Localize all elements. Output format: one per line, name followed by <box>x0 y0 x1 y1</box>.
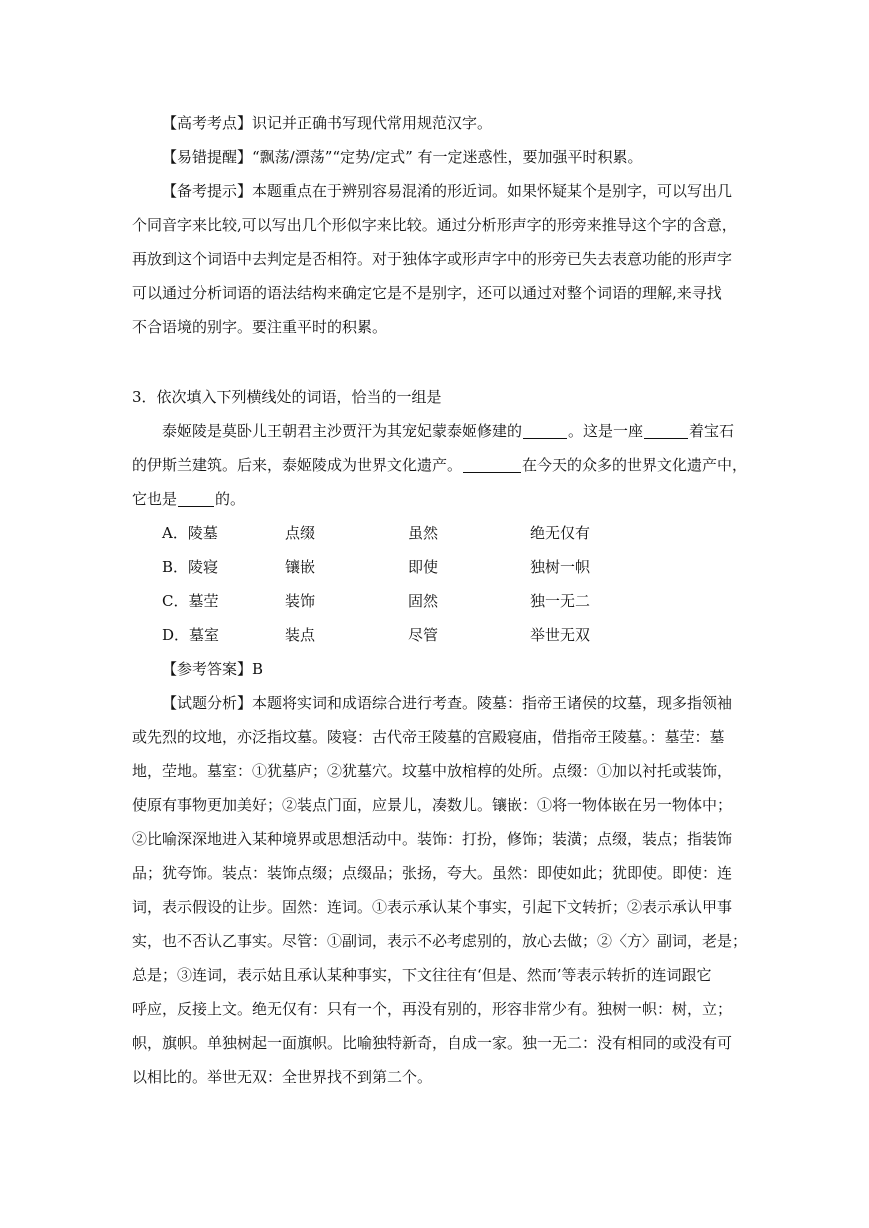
analysis-line: 实，也不否认乙事实。尽管：①副词，表示不必考虑别的，放心去做；②〈方〉副词，老是； <box>132 932 748 950</box>
option-word: 尽管 <box>408 626 439 644</box>
prep-tip-line: 再放到这个词语中去判定是否相符。对于独体字或形声字中的形旁已失去表意功能的形声字 <box>132 250 733 268</box>
answer-blank <box>463 471 521 473</box>
analysis-line: 地，茔地。墓室：①犹墓庐；②犹墓穴。坟墓中放棺椁的处所。点缀：①加以衬托或装饰， <box>132 762 733 780</box>
analysis-line: 帜，旗帜。单独树起一面旗帜。比喻独特新奇，自成一家。独一无二：没有相同的或没有可 <box>132 1034 733 1052</box>
prep-tip-line: 【备考提示】本题重点在于辨别容易混淆的形近词。如果怀疑某个是别字，可以写出几 <box>162 182 733 200</box>
stem-text: 的伊斯兰建筑。后来，泰姬陵成为世界文化遗产。 <box>132 456 463 474</box>
stem-text: 在今天的众多的世界文化遗产中， <box>522 456 748 474</box>
option-label: D．墓室 <box>162 626 220 644</box>
option-word: 举世无双 <box>530 626 591 644</box>
stem-text: 着宝石 <box>689 422 735 440</box>
answer-blank <box>523 437 567 439</box>
error-tip: 【易错提醒】“飘荡/漂荡”“定势/定式” 有一定迷惑性，要加强平时积累。 <box>162 148 643 166</box>
answer-blank <box>644 437 688 439</box>
option-word: 点缀 <box>285 524 316 542</box>
analysis-line: 或先烈的坟地，亦泛指坟墓。陵寝：古代帝王陵墓的宫殿寝庙，借指帝王陵墓。：墓茔：墓 <box>132 728 725 746</box>
option-word: 镶嵌 <box>285 558 316 576</box>
option-word: 绝无仅有 <box>530 524 591 542</box>
stem-text: 。这是一座 <box>568 422 644 440</box>
option-word: 固然 <box>408 592 439 610</box>
analysis-line: 【试题分析】本题将实词和成语综合进行考查。陵墓：指帝王诸侯的坟墓，现多指领袖 <box>162 694 733 712</box>
option-word: 装点 <box>285 626 316 644</box>
stem-text: 的。 <box>215 490 246 508</box>
option-label: A．陵墓 <box>162 524 218 542</box>
question-stem-line <box>132 448 747 482</box>
option-word: 独树一帜 <box>530 558 591 576</box>
prep-tip-line: 可以通过分析词语的语法结构来确定它是不是别字，还可以通过对整个词语的理解,来寻找 <box>132 284 722 302</box>
analysis-line: 品；犹夸饰。装点：装饰点缀；点缀品；张扬，夸大。虽然：即使如此；犹即使。即使：连 <box>132 864 733 882</box>
stem-text: 它也是 <box>132 490 178 508</box>
prep-tip-line: 个同音字来比较,可以写出几个形似字来比较。通过分析形声字的形旁来推导这个字的含意， <box>132 216 737 234</box>
exam-point: 【高考考点】识记并正确书写现代常用规范汉字。 <box>162 114 493 132</box>
option-label: C．墓茔 <box>162 592 219 610</box>
reference-answer: 【参考答案】B <box>162 660 264 678</box>
prep-tip-line: 不合语境的别字。要注重平时的积累。 <box>132 318 388 336</box>
option-word: 虽然 <box>408 524 439 542</box>
analysis-line: 总是；③连词，表示姑且承认某种事实，下文往往有‘但是、然而’等表示转折的连词跟它 <box>132 966 712 984</box>
analysis-line: 以相比的。举世无双：全世界找不到第二个。 <box>132 1068 433 1086</box>
question-stem-line <box>162 414 734 448</box>
analysis-line: 呼应，反接上文。绝无仅有：只有一个，再没有别的，形容非常少有。独树一帜：树，立； <box>132 1000 733 1018</box>
question-title: 3．依次填入下列横线处的词语，恰当的一组是 <box>132 388 442 406</box>
option-word: 即使 <box>408 558 439 576</box>
answer-blank <box>178 505 214 507</box>
option-word: 装饰 <box>285 592 316 610</box>
question-stem-line <box>132 482 245 516</box>
analysis-line: ②比喻深深地进入某种境界或思想活动中。装饰：打扮，修饰；装潢；点缀，装点；指装饰 <box>132 830 733 848</box>
analysis-line: 使原有事物更加美好；②装点门面，应景儿，凑数儿。镶嵌：①将一物体嵌在另一物体中； <box>132 796 733 814</box>
option-word: 独一无二 <box>530 592 591 610</box>
stem-text: 泰姬陵是莫卧儿王朝君主沙贾汗为其宠妃蒙泰姬修建的 <box>162 422 523 440</box>
analysis-line: 词，表示假设的让步。固然：连词。①表示承认某个事实，引起下文转折；②表示承认甲事 <box>132 898 733 916</box>
option-label: B．陵寝 <box>162 558 219 576</box>
